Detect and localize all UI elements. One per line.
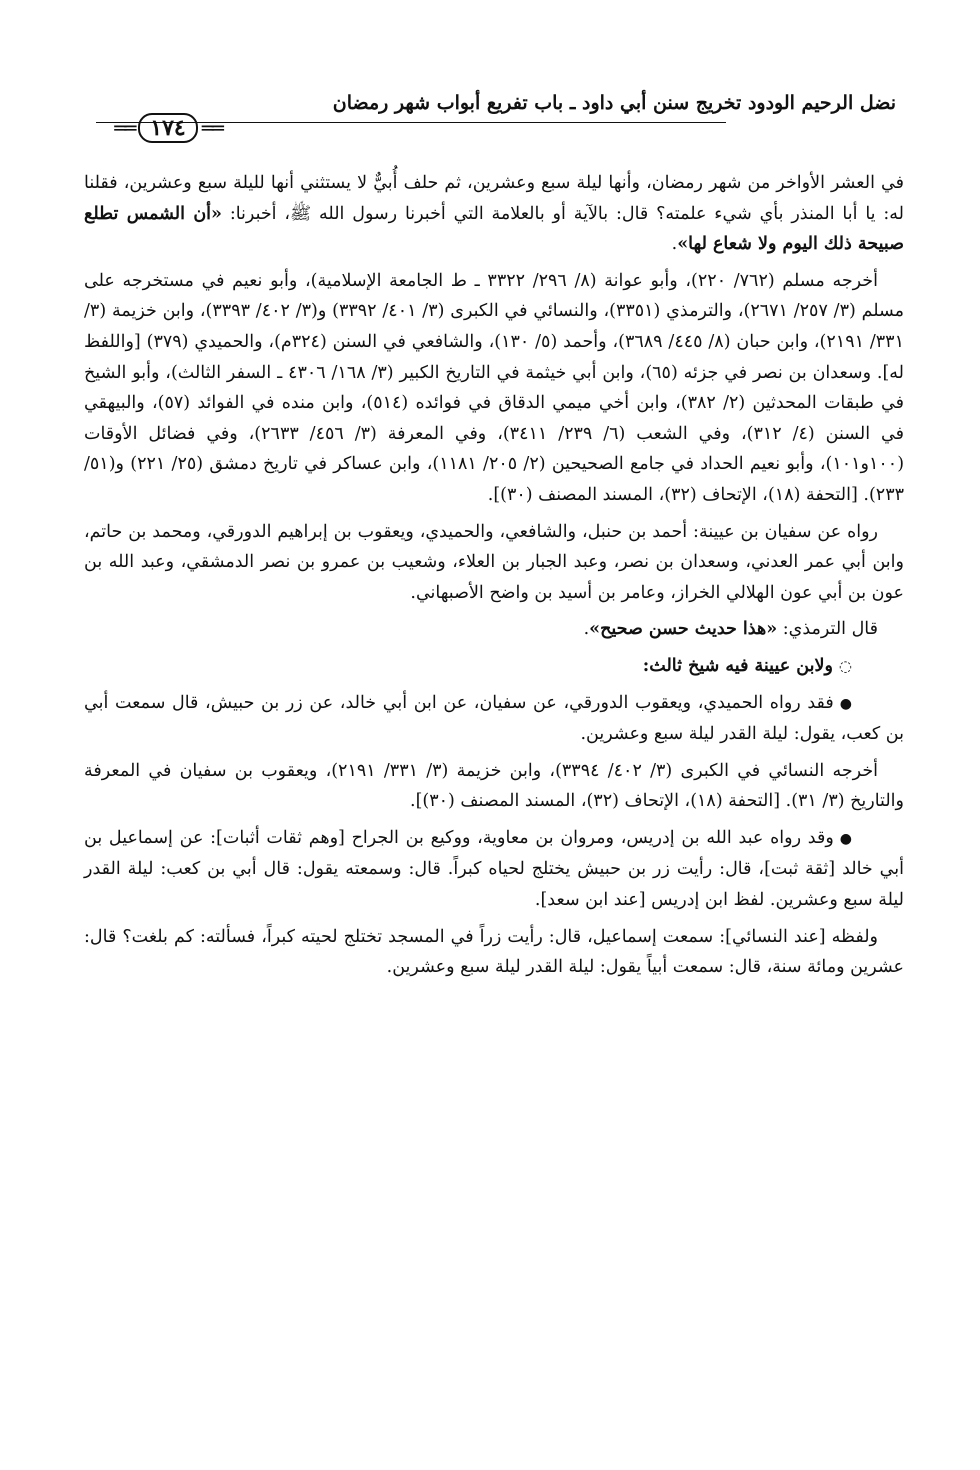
hadith-quote: «أن الشمس تطلع صبيحة ذلك اليوم ولا شعاع لها»	[84, 203, 904, 255]
ornament-right: ══	[201, 116, 222, 140]
tirmidhi-quote: «هذا حديث حسن صحيح»	[589, 619, 778, 640]
page-number-badge	[112, 112, 224, 144]
page-header	[96, 82, 896, 148]
page-body	[84, 168, 904, 989]
text-span: فقد رواه الحميدي، ويعقوب الدورقي، عن سفيان، عن ابن أبي خالد، عن زر بن حبيش، قال سمعت أبي بن كعب، يقول: ليلة القدر ليلة سبع وعشرين.	[84, 692, 904, 745]
ornament-left: ══	[114, 116, 135, 140]
text-span: .	[671, 234, 678, 255]
paragraph-takhrij-2: أخرجه النسائي في الكبرى (٣/ ٤٠٢/ ٣٣٩٤)، وابن خزيمة (٣/ ٣٣١/ ٢١٩١)، ويعقوب بن سفيان في المعرفة والتاريخ (٣/ ٣١). [التحفة (١٨)، الإتحاف (٣٢)، المسند المصنف (٣٠)].	[84, 760, 904, 812]
paragraph-humaydi	[84, 688, 904, 750]
paragraph-tirmidhi	[84, 614, 904, 645]
running-title: نضل الرحيم الودود تخريج سنن أبي داود ـ باب تفريع أبواب شهر رمضان	[332, 92, 896, 114]
text-span: في العشر الأواخر من شهر رمضان، وأنها ليلة سبع وعشرين، ثم حلف أُبيٌّ لا يستثني أنها لليلة سبع وعشرين، فقلنا له: يا أبا المنذر بأي شيء علمته؟ قال: بالآية أو بالعلامة التي أخبرنا رسول الله ﷺ، أخبرنا:	[84, 173, 904, 224]
text-span: قال الترمذي:	[782, 619, 878, 640]
paragraph-narrators: رواه عن سفيان بن عيينة: أحمد بن حنبل، والشافعي، والحميدي، ويعقوب بن إبراهيم الدورقي، ومحمد بن حاتم، وابن أبي عمر العدني، وسعدان بن نصر، وعبد الجبار بن العلاء، وشعيب بن عمرو بن نصر الدمشقي، وعبد الله بن عون بن أبي عون الهلالي الخراز، وعامر بن أسيد بن واضح الأصبهاني.	[84, 521, 904, 603]
text-span: وقد رواه عبد الله بن إدريس، ومروان بن معاوية، ووكيع بن الجراح [وهم ثقات أثبات]: عن إسماعيل بن أبي خالد [ثقة ثبت]، قال: رأيت زر بن حبيش يختلج لحياه كبراً. قال: وسمعته يقول: قال أبي بن كعب: ليلة القدر ليلة سبع وعشرين. لفظ ابن إدريس [عند ابن سعد].	[84, 827, 904, 911]
paragraph-nasai-wording: ولفظه [عند النسائي]: سمعت إسماعيل، قال: رأيت زراً في المسجد تختلج لحيته كبراً، فسألته: كم بلغت؟ قال: عشرين ومائة سنة، قال: سمعت أبياً يقول: ليلة القدر ليلة سبع وعشرين.	[84, 926, 904, 978]
bullet-icon: ●	[839, 695, 852, 712]
paragraph-takhrij: أخرجه مسلم (٧٦٢/ ٢٢٠)، وأبو عوانة (٨/ ٢٩٦/ ٣٣٢٢ ـ ط الجامعة الإسلامية)، وأبو نعيم في مستخرجه على مسلم (٣/ ٢٥٧/ ٢٦٧١)، والترمذي (٣٣٥١)، والنسائي في الكبرى (٣/ ٤٠١/ ٣٣٩٢) و(٣/ ٤٠٢/ ٣٣٩٣)، وابن خزيمة (٣/ ٣٣١/ ٢١٩١)، وابن حبان (٨/ ٤٤٥/ ٣٦٨٩)، وأحمد (٥/ ١٣٠)، والشافعي في السنن (٣٢٤م)، والحميدي (٣٧٩) [واللفظ له]. وسعدان بن نصر في جزئه (٦٥)، وابن أبي خيثمة في التاريخ الكبير (٣/ ١٦٨/ ٤٣٠٦ ـ السفر الثالث)، وأبو الشيخ في طبقات المحدثين (٢/ ٣٨٢)، وابن أخي ميمي الدقاق في فوائده (٥١٤)، وابن منده في الفوائد (٥٧)، والبيهقي في السنن (٤/ ٣١٢)، وفي الشعب (٦/ ٢٣٩/ ٣٤١١)، وفي المعرفة (٣/ ٤٥٦/ ٢٦٣٣)، وفي فضائل الأوقات (١٠٠و١٠١)، وأبو نعيم الحداد في جامع الصحيحين (٢/ ٢٠٥/ ١١٨١)، وابن عساكر في تاريخ دمشق (٢٥/ ٢٢١) و(٥١/ ٢٣٣). [التحفة (١٨)، الإتحاف (٣٢)، المسند المصنف (٣٠)].	[84, 270, 905, 505]
paragraph-hadith-end	[84, 168, 904, 260]
paragraph-ibn-idris	[84, 823, 904, 916]
page-number: ١٧٤	[138, 113, 197, 143]
section-heading-text: ولابن عيينة فيه شيخ ثالث:	[642, 655, 833, 676]
bullet-icon: ●	[839, 830, 852, 847]
text-span: .	[583, 619, 590, 640]
section-heading	[84, 651, 904, 682]
circle-bullet-icon: ◌	[838, 656, 852, 675]
